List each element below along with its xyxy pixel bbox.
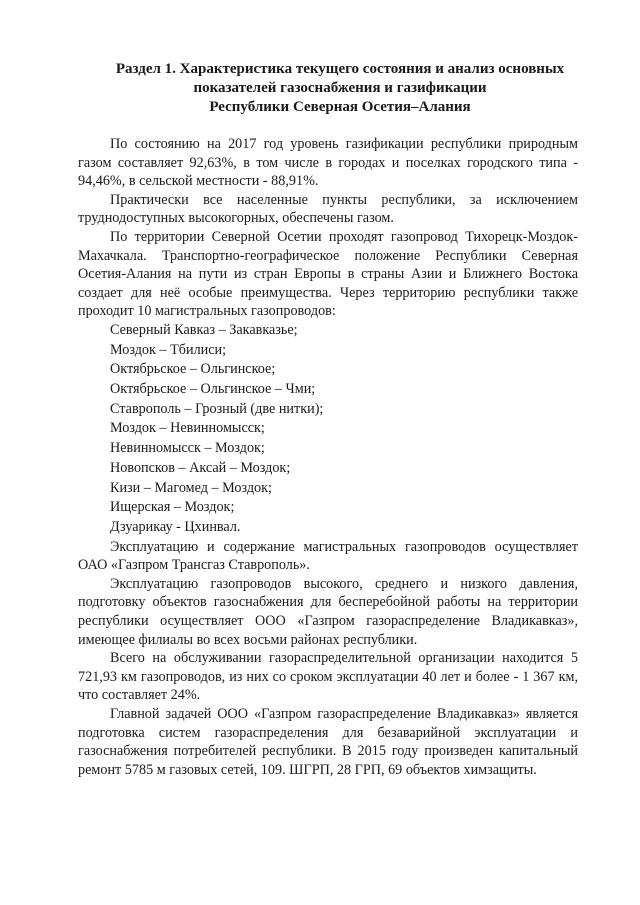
paragraph-main-pipelines-operator: Эксплуатацию и содержание магистральных газопроводов осуществляет ОАО «Газпром Трансгаз Ставрополь». (78, 538, 578, 574)
heading-line-1: Раздел 1. Характеристика текущего состояния и анализ основных (115, 61, 565, 77)
list-item: Октябрьское – Ольгинское – Чми; (110, 381, 316, 398)
paragraph-territory: По территории Северной Осетии проходят газопровод Тихорецк-Моздок-Махачкала. Транспортно-географическое положение Республики Северная Осетия-Алания на пути из стран Европы в страны Азии и Ближнего Востока создает для неё особые преимущества. Через территорию республики также проходит 10 магистральных газопроводов: (78, 228, 578, 320)
list-item: Моздок – Невинномысск; (110, 420, 265, 437)
list-item: Новопсков – Аксай – Моздок; (110, 459, 291, 476)
list-item: Моздок – Тбилиси; (110, 341, 227, 358)
list-item: Невинномысск – Моздок; (110, 440, 265, 457)
heading-line-3: Республики Северная Осетия–Алания (209, 99, 471, 115)
list-item: Ставрополь – Грозный (две нитки); (110, 400, 324, 417)
list-item: Северный Кавказ – Закавказье; (110, 321, 298, 338)
document-body (78, 135, 578, 779)
list-item: Кизи – Магомед – Моздок; (110, 479, 272, 496)
pipeline-list (78, 321, 578, 538)
heading-line-2: показателей газоснабжения и газификации (193, 80, 487, 96)
list-item: Октябрьское – Ольгинское; (110, 361, 276, 378)
paragraph-distribution-operator: Эксплуатацию газопроводов высокого, среднего и низкого давления, подготовку объектов газоснабжения для бесперебойной работы на территории республики осуществляет ООО «Газпром газораспределение Владикавказ», имеющее филиалы во всех восьми районах республики. (78, 575, 578, 648)
paragraph-main-task: Главной задачей ООО «Газпром газораспределение Владикавказ» является подготовка систем газораспределения для безаварийной эксплуатации и газоснабжения потребителей республики. В 2015 году произведен капитальный ремонт 5785 м газовых сетей, 109. ШГРП, 28 ГРП, 69 объектов химзащиты. (78, 706, 578, 778)
paragraph-settlements: Практически все населенные пункты республики, за исключением труднодоступных высокогорных, обеспечены газом. (78, 191, 578, 227)
paragraph-pipeline-length: Всего на обслуживании газораспределительной организации находится 5 721,93 км газопроводов, из них со сроком эксплуатации 40 лет и более - 1 367 км, что составляет 24%. (78, 650, 578, 704)
list-item: Дзуарикау - Цхинвал. (110, 518, 241, 535)
paragraph-gasification-level: По состоянию на 2017 год уровень газификации республики природным газом составляет 92,63%, в том числе в городах и поселках городского типа - 94,46%, в сельской местности - 88,91%. (78, 136, 578, 190)
section-heading (60, 60, 620, 117)
list-item: Ищерская – Моздок; (110, 499, 235, 516)
